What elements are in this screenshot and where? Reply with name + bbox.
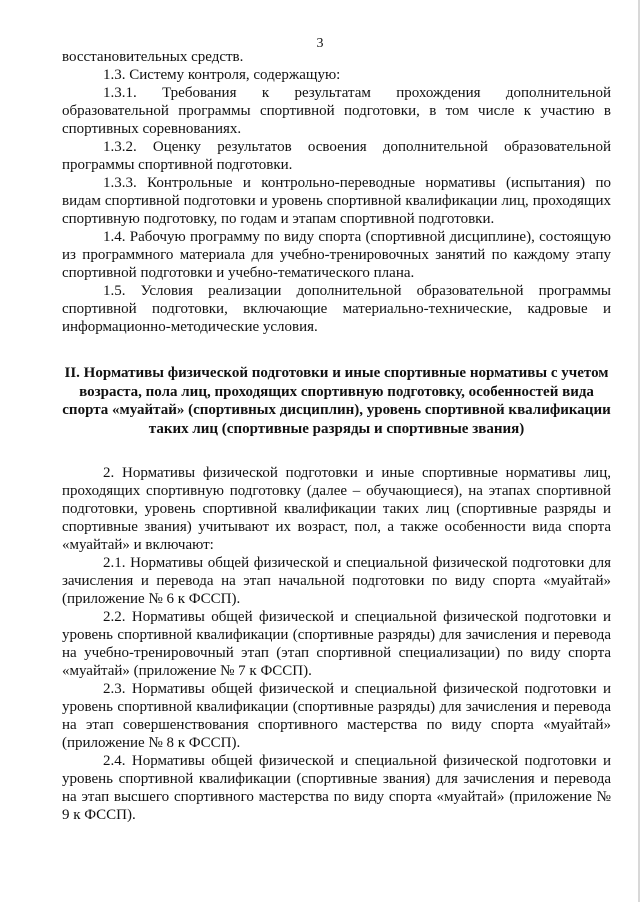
- paragraph: восстановительных средств.: [62, 49, 244, 65]
- page-number: 3: [316, 36, 324, 51]
- paragraph: 1.4. Рабочую программу по виду спорта (спортивной дисциплине), состоящую из программного материала для учебно-тренировочных занятий по каждому этапу спортивной подготовки и учебно-тематического плана.: [62, 229, 611, 281]
- paragraph: 2.4. Нормативы общей физической и специальной физической подготовки и уровень спортивной квалификации (спортивные звания) для зачисления и перевода на этап высшего спортивного мастерства по виду спорта «муайтай» (приложение № 9 к ФССП).: [62, 753, 611, 823]
- document-body: [62, 48, 611, 824]
- paragraph: 2.1. Нормативы общей физической и специальной физической подготовки для зачисления и перевода на этап начальной подготовки по виду спорта «муайтай» (приложение № 6 к ФССП).: [62, 555, 611, 607]
- paragraph: 2.3. Нормативы общей физической и специальной физической подготовки и уровень спортивной квалификации (спортивные разряды) для зачисления и перевода на этап совершенствования спортивного мастерства по виду спорта «муайтай» (приложение № 8 к ФССП).: [62, 681, 611, 751]
- paragraph: 1.3. Систему контроля, содержащую:: [103, 67, 341, 83]
- paragraph: 1.3.1. Требования к результатам прохождения дополнительной образовательной программы спортивной подготовки, в том числе к участию в спортивных соревнованиях.: [62, 85, 611, 137]
- paragraph: 1.3.2. Оценку результатов освоения дополнительной образовательной программы спортивной подготовки.: [62, 139, 611, 173]
- paragraph: 1.5. Условия реализации дополнительной образовательной программы спортивной подготовки, включающие материально-технические, кадровые и информационно-методические условия.: [62, 283, 611, 335]
- paragraph: 2.2. Нормативы общей физической и специальной физической подготовки и уровень спортивной квалификации (спортивные разряды) для зачисления и перевода на учебно-тренировочный этап (этап спортивной специализации) по виду спорта «муайтай» (приложение № 7 к ФССП).: [62, 609, 611, 679]
- section-heading: II. Нормативы физической подготовки и иные спортивные нормативы с учетом возраста, пола лиц, проходящих спортивную подготовку, особенностей вида спорта «муайтай» (спортивных дисциплин), уровень спортивной квалификации таких лиц (спортивные разряды и спортивные звания): [62, 365, 611, 437]
- paragraph: 1.3.3. Контрольные и контрольно-переводные нормативы (испытания) по видам спортивной подготовки и уровень спортивной квалификации лиц, проходящих спортивную подготовку, по годам и этапам спортивной подготовки.: [62, 175, 611, 227]
- paragraph: 2. Нормативы физической подготовки и иные спортивные нормативы лиц, проходящих спортивную подготовку (далее – обучающиеся), на этапах спортивной подготовки, уровень спортивной квалификации таких лиц (спортивные разряды и спортивные звания) учитывают их возраст, пол, а также особенности вида спорта «муайтай» и включают:: [62, 465, 611, 553]
